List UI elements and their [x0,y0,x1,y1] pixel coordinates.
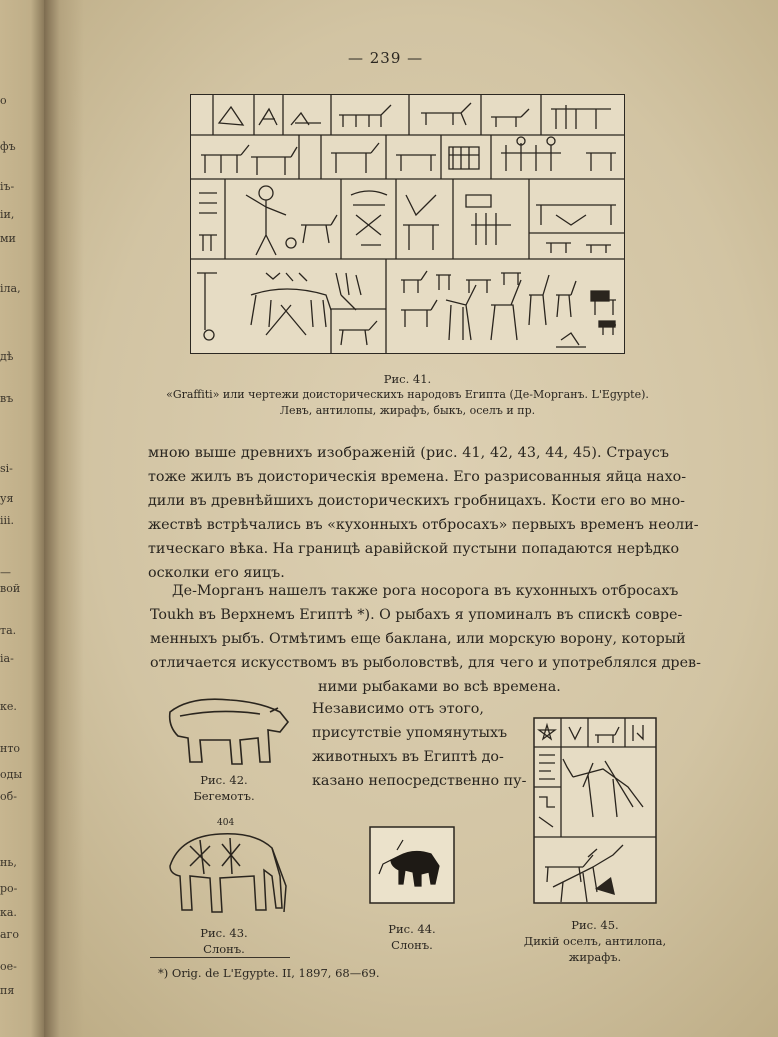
paragraph3-line1: Независимо отъ этого, [312,701,484,717]
footnote-rule [150,957,290,958]
figure-43-mark: 404 [217,818,235,828]
paragraph2-line2: Toukh въ Верхнемъ Египтѣ *). О рыбахъ я упоминалъ въ спискѣ совре- [150,607,683,623]
figure-41-caption-title: Рис. 41. [383,372,432,386]
left-page-edge-fragment: об- [0,790,17,803]
left-page-edge-fragment: уя [0,492,14,505]
figure-43-subtitle: Слонъ. [203,942,245,956]
left-page-edge-fragment: аго [0,928,19,941]
figure-43-elephant-drawing [160,826,290,922]
figure-42-subtitle: Бегемотъ. [193,789,255,803]
left-page-edge-fragment: нь, [0,856,17,869]
left-page-edge-fragment: ми [0,232,16,245]
figure-41-graffiti-panel [190,94,625,354]
left-page-edge-fragment: въ [0,392,14,405]
left-page-edge-fragment: ро- [0,882,18,895]
figure-45-title: Рис. 45. [571,918,619,932]
left-page-edge-fragment: оды [0,768,23,781]
figure-45-subtitle-line2: жирафъ. [568,950,622,964]
figure-44-title: Рис. 44. [388,922,436,936]
left-page-edge-fragment: фъ [0,140,16,153]
figure-45-subtitle-line1: Дикій оселъ, антилопа, [523,934,667,948]
left-page-edge-fragment: та. [0,624,17,637]
paragraph2-line4: отличается искусствомъ въ рыболовствѣ, для чего и употреблялся древ- [150,655,701,671]
paragraph3-line4: казано непосредственно пу- [312,773,527,789]
left-page-edge-fragment: о [0,94,7,107]
left-page-edge-fragment: ка. [0,906,17,919]
page-number: — 239 — [348,49,424,67]
paragraph1-line2: тоже жилъ въ доисторическія времена. Его разрисованныя яйца нахо- [148,469,687,485]
figure-41-caption-line2: Левъ, антилопы, жирафъ, быкъ, оселъ и пр. [279,404,536,417]
footnote: *) Orig. de L'Egypte. II, 1897, 68—69. [158,966,380,980]
left-page-edge-fragment: пя [0,984,15,997]
left-page-edge-fragment: іла, [0,282,21,295]
paragraph2-line1: Де-Морганъ нашелъ также рога носорога въ кухонныхъ отбросахъ [172,583,679,599]
figure-43-title: Рис. 43. [200,926,248,940]
paragraph2-line3: менныхъ рыбъ. Отмѣтимъ еще баклана, или морскую ворону, который [150,631,686,647]
left-page-edge-fragment: дѣ [0,350,14,363]
left-page-edge-fragment: вой [0,582,21,595]
left-page-edge-fragment: ке. [0,700,17,713]
left-page-edge-fragment: ое- [0,960,17,973]
figure-41-caption-line1: «Graffiti» или чертежи доисторическихъ народовъ Египта (Де-Морганъ. L'Egypte). [166,388,649,401]
left-page-edge-fragment: іа- [0,652,14,665]
left-page-edge-fragment: si- [0,462,13,475]
left-page-edge-fragment: — [0,566,11,579]
figure-42-title: Рис. 42. [200,773,248,787]
left-page-edge-fragment: іъ- [0,180,15,193]
left-page-edge-fragment: iii. [0,514,15,527]
figure-42-hippo-drawing [160,692,292,770]
graffiti-drawings [191,95,624,353]
paragraph3-line3: животныхъ въ Египтѣ до- [312,749,504,765]
left-page-edge-fragment: іи, [0,208,15,221]
figure-45-panel-drawing [533,717,657,904]
book-gutter [44,0,84,1037]
left-page-edge [0,0,44,1037]
figure-44-elephant-drawing [369,826,455,904]
paragraph1-line5: тическаго вѣка. На границѣ аравійской пустыни попадаются нерѣдко [148,541,680,557]
paragraph1-line6: осколки его яицъ. [148,565,285,581]
figure-44-subtitle: Слонъ. [391,938,433,952]
paragraph1-line1: мною выше древнихъ изображеній (рис. 41, 42, 43, 44, 45). Страусъ [148,445,670,461]
paragraph1-line4: жествѣ встрѣчались въ «кухонныхъ отбросахъ» первыхъ временъ неоли- [148,517,699,533]
paragraph3-line2: присутствіе упомянутыхъ [312,725,508,741]
paragraph2-line5: ними рыбаками во всѣ времена. [318,679,561,695]
paragraph1-line3: дили въ древнѣйшихъ доисторическихъ гробницахъ. Кости его во мно- [148,493,686,509]
left-page-edge-fragment: нто [0,742,21,755]
